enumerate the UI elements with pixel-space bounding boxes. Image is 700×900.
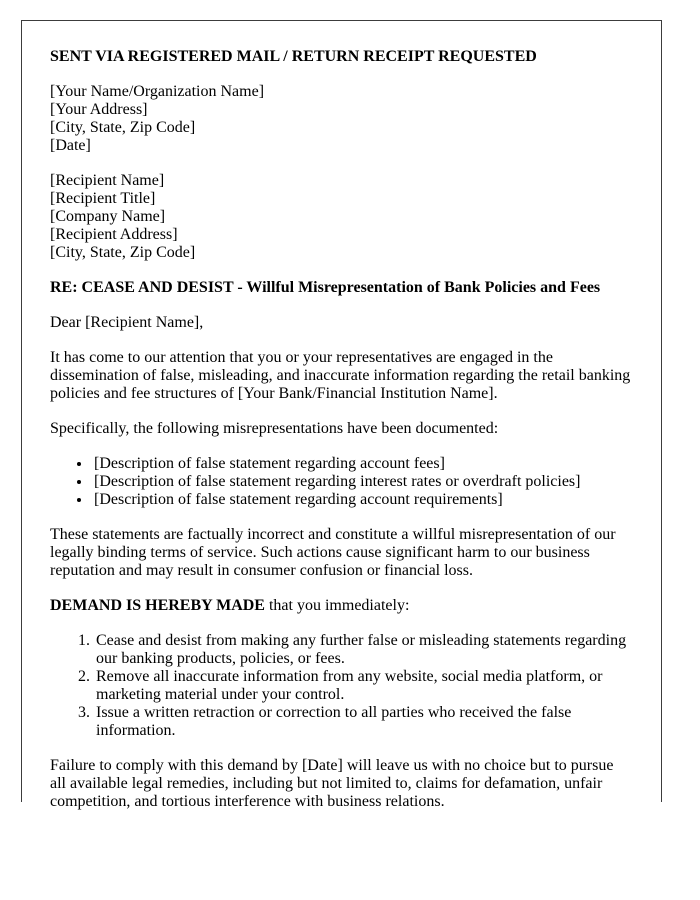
demand-lead-in-rest: that you immediately: <box>264 597 410 614</box>
misrepresentation-item: • [Description of false statement regarding account fees] <box>92 455 633 473</box>
recipient-title-line: [Recipient Title] <box>50 190 156 207</box>
recipient-address-line: [Recipient Address] <box>50 226 178 243</box>
demand-heading: DEMAND IS HEREBY MADE <box>50 597 265 614</box>
harm-paragraph-text: These statements are factually incorrect and constitute a willful misrepresentation of our legally binding terms of service. Such actions cause significant harm to our business reputation and may result in consumer confusion or financial loss. <box>50 526 616 579</box>
letter-document <box>21 20 662 810</box>
recipient-name-line: [Recipient Name] <box>50 172 165 189</box>
salutation: Dear [Recipient Name], <box>50 314 204 331</box>
sender-city-line: [City, State, Zip Code] <box>50 119 196 136</box>
sender-name-line: [Your Name/Organization Name] <box>50 83 265 100</box>
demand-item: 2. Remove all inaccurate information from any website, social media platform, or marketing material under your control. <box>94 668 633 704</box>
delivery-method-line: SENT VIA REGISTERED MAIL / RETURN RECEIPT REQUESTED <box>50 48 537 65</box>
misrepresentation-item: • [Description of false statement regarding account requirements] <box>92 491 633 509</box>
intro-paragraph: It has come to our attention that you or your representatives are engaged in the dissemination of false, misleading, and inaccurate information regarding the retail banking policies and fee structures of [Your Bank/Financial Institution Name]. <box>50 349 631 402</box>
demand-item: 3. Issue a written retraction or correction to all parties who received the false information. <box>94 704 633 740</box>
recipient-city-line: [City, State, Zip Code] <box>50 244 196 261</box>
date-line: [Date] <box>50 137 91 154</box>
demand-lead-in <box>50 597 633 615</box>
misrepresentation-item: • [Description of false statement regarding interest rates or overdraft policies] <box>92 473 633 491</box>
consequences-paragraph: Failure to comply with this demand by [Date] will leave us with no choice but to pursue all available legal remedies, including but not limited to, claims for defamation, unfair competition, and tortious interference with business relations. <box>50 757 614 810</box>
specifics-lead-in: Specifically, the following misrepresentations have been documented: <box>50 420 499 437</box>
recipient-address-block <box>50 172 633 262</box>
harm-paragraph <box>50 526 633 580</box>
sender-address-line: [Your Address] <box>50 101 148 118</box>
misrepresentation-list <box>50 455 633 509</box>
company-name-line: [Company Name] <box>50 208 166 225</box>
demand-item: 1. Cease and desist from making any further false or misleading statements regarding our banking products, policies, or fees. <box>94 632 633 668</box>
sender-address-block <box>50 83 633 155</box>
demand-list <box>50 632 633 740</box>
subject-line: RE: CEASE AND DESIST - Willful Misrepresentation of Bank Policies and Fees <box>50 279 601 296</box>
